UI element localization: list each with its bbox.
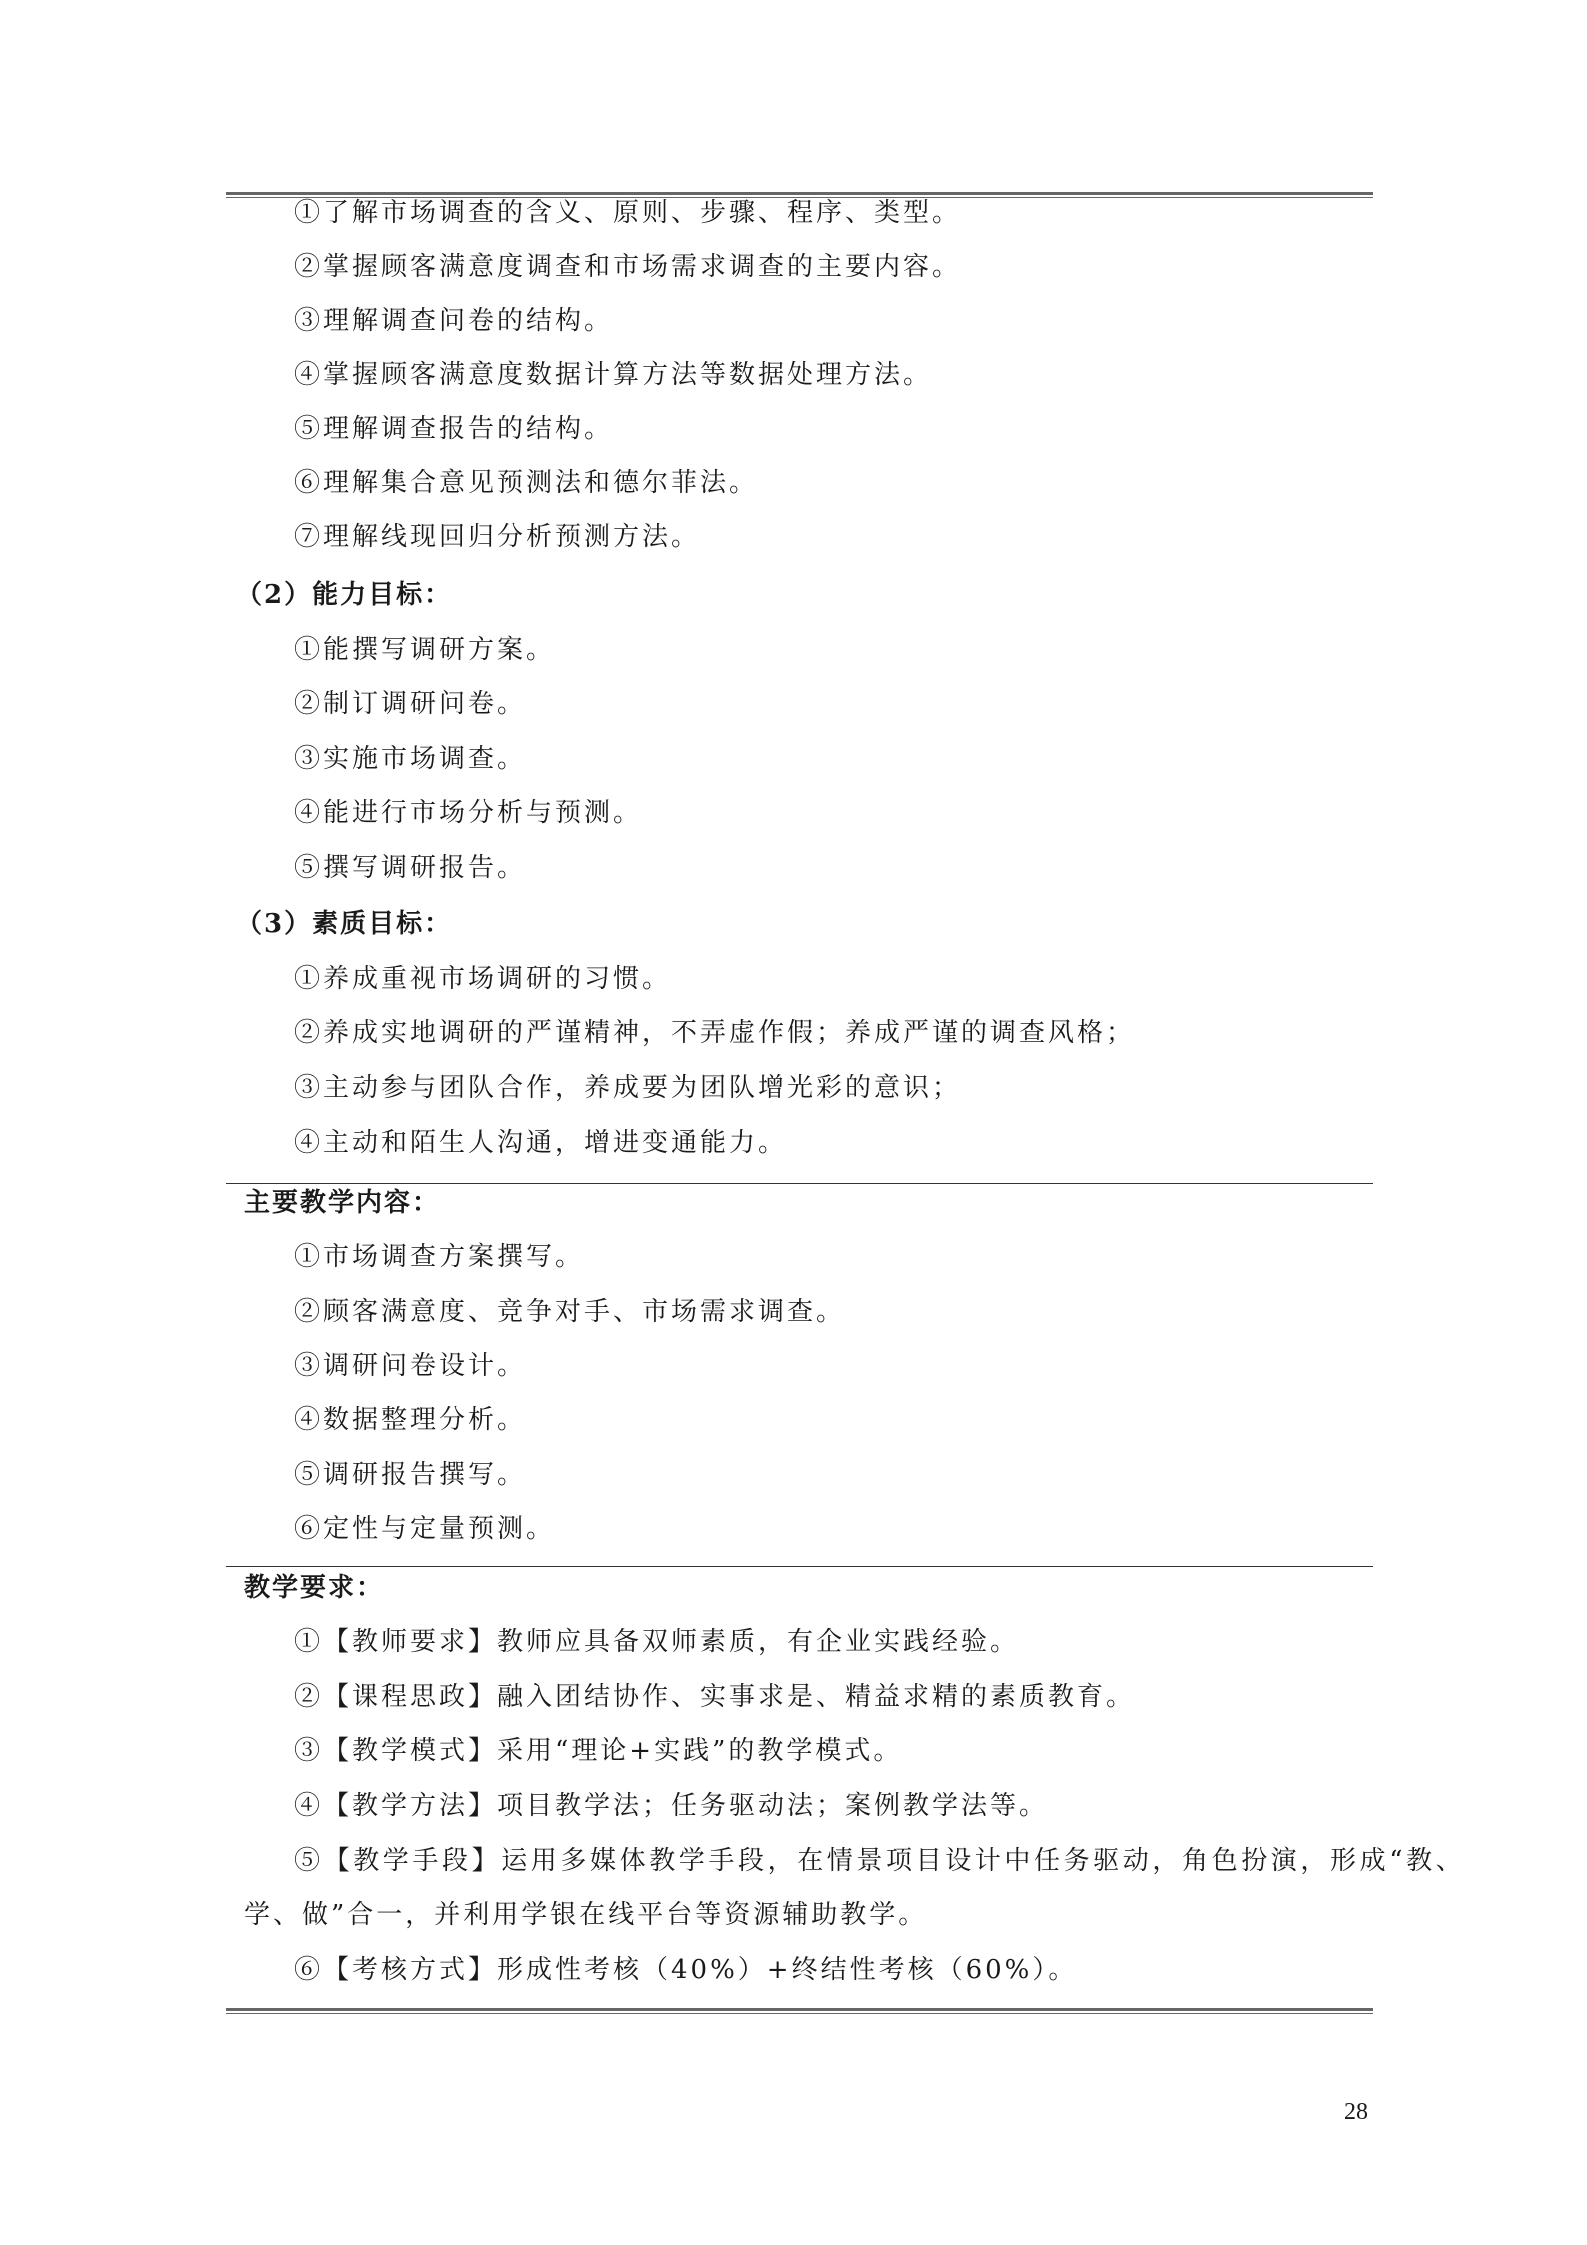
requirements-item: ④【教学方法】项目教学法；任务驱动法；案例教学法等。 xyxy=(294,1791,1049,1821)
table-bottom-border xyxy=(226,2008,1373,2014)
section-divider xyxy=(226,1566,1373,1567)
content-item: ①市场调查方案撰写。 xyxy=(294,1242,585,1272)
document-page xyxy=(226,0,1466,2245)
knowledge-item: ④掌握顾客满意度数据计算方法等数据处理方法。 xyxy=(294,360,933,390)
quality-item: ①养成重视市场调研的习惯。 xyxy=(294,964,672,994)
requirements-heading: 教学要求： xyxy=(244,1573,385,1603)
knowledge-item: ②掌握顾客满意度调查和市场需求调查的主要内容。 xyxy=(294,252,962,282)
content-item: ②顾客满意度、竞争对手、市场需求调查。 xyxy=(294,1297,846,1327)
quality-item: ③主动参与团队合作，养成要为团队增光彩的意识； xyxy=(294,1073,962,1103)
ability-item: ①能撰写调研方案。 xyxy=(294,635,556,665)
ability-item: ⑤撰写调研报告。 xyxy=(294,853,527,883)
requirements-item: ⑥【考核方式】形成性考核（40%）+终结性考核（60%）。 xyxy=(294,1955,1078,1985)
content-heading: 主要教学内容： xyxy=(244,1188,441,1218)
requirements-item-continuation: 学、做”合一，并利用学银在线平台等资源辅助教学。 xyxy=(244,1900,928,1930)
content-item: ③调研问卷设计。 xyxy=(294,1351,527,1381)
knowledge-item: ⑤理解调查报告的结构。 xyxy=(294,414,614,444)
ability-item: ②制订调研问卷。 xyxy=(294,689,527,719)
knowledge-item: ①了解市场调查的含义、原则、步骤、程序、类型。 xyxy=(294,198,962,228)
knowledge-item: ③理解调查问卷的结构。 xyxy=(294,306,614,336)
page-number: 28 xyxy=(1344,2099,1368,2125)
requirements-item: ②【课程思政】融入团结协作、实事求是、精益求精的素质教育。 xyxy=(294,1682,1136,1712)
quality-item: ②养成实地调研的严谨精神，不弄虚作假；养成严谨的调查风格； xyxy=(294,1018,1136,1048)
quality-heading: （3）素质目标： xyxy=(236,909,453,939)
ability-heading: （2）能力目标： xyxy=(236,580,453,610)
knowledge-item: ⑦理解线现回归分析预测方法。 xyxy=(294,522,701,552)
content-item: ⑥定性与定量预测。 xyxy=(294,1514,556,1544)
requirements-item: ①【教师要求】教师应具备双师素质，有企业实践经验。 xyxy=(294,1627,1020,1657)
ability-item: ④能进行市场分析与预测。 xyxy=(294,798,643,828)
requirements-item: ⑤【教学手段】运用多媒体教学手段，在情景项目设计中任务驱动，角色扮演，形成“教、 xyxy=(294,1846,1466,1876)
content-item: ⑤调研报告撰写。 xyxy=(294,1460,527,1490)
knowledge-item: ⑥理解集合意见预测法和德尔菲法。 xyxy=(294,468,759,498)
requirements-item: ③【教学模式】采用“理论+实践”的教学模式。 xyxy=(294,1736,903,1766)
quality-item: ④主动和陌生人沟通，增进变通能力。 xyxy=(294,1128,788,1158)
ability-item: ③实施市场调查。 xyxy=(294,744,527,774)
content-item: ④数据整理分析。 xyxy=(294,1405,527,1435)
section-divider xyxy=(226,1183,1373,1184)
